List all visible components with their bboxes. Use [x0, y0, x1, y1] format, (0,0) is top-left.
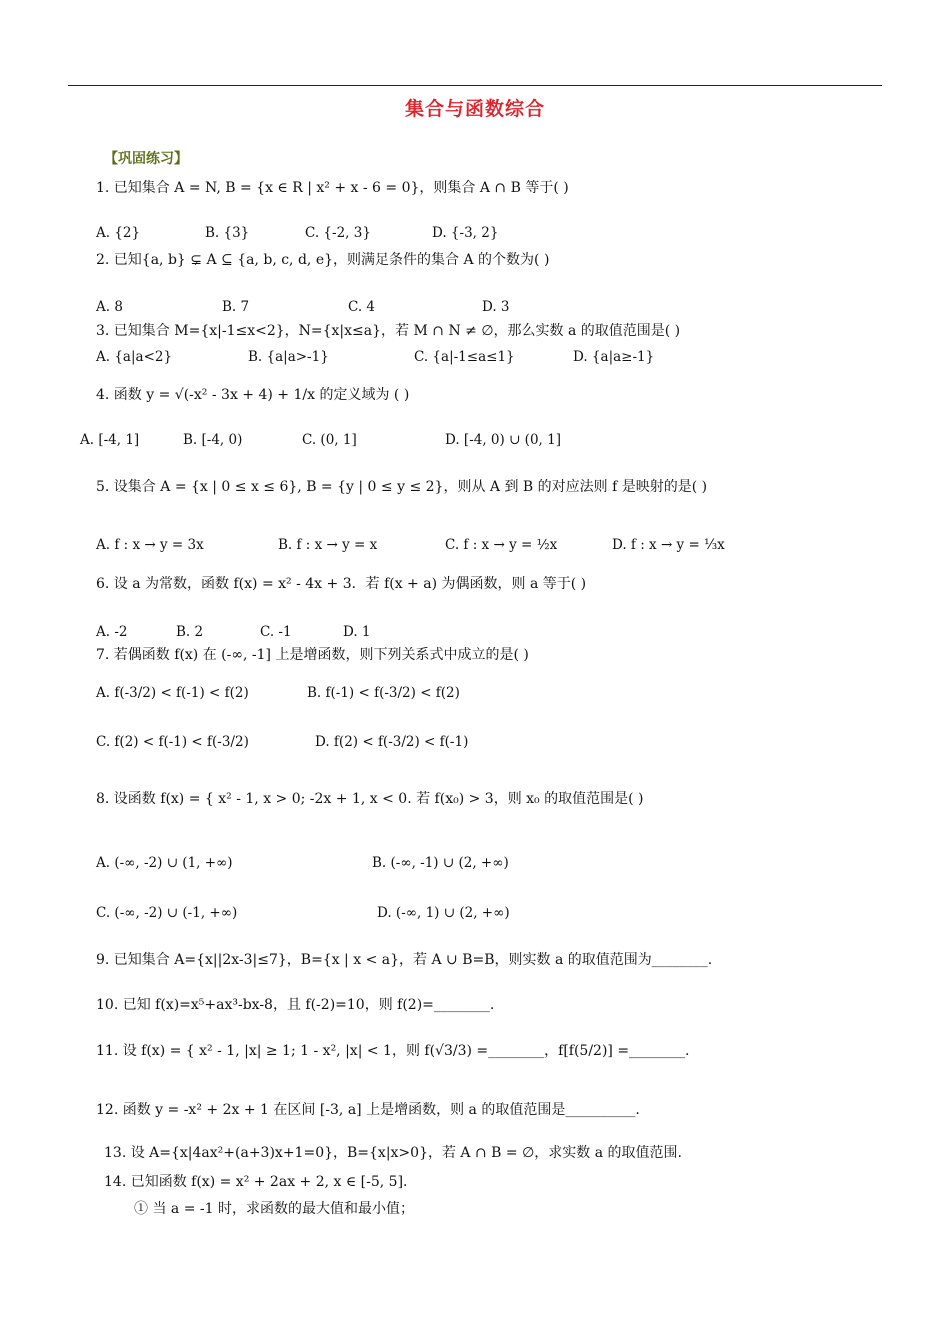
question-13: 13. 设 A={x|4ax²+(a+3)x+1=0}，B={x|x>0}，若 A ∩ B = ∅，求实数 a 的取值范围.: [104, 1145, 682, 1161]
q2-option-c: C. 4: [348, 299, 376, 315]
question-1: 1. 已知集合 A = N, B = {x ∈ R | x² + x - 6 = 0}，则集合 A ∩ B 等于( ): [96, 180, 569, 196]
q5-option-a: A. f : x → y = 3x: [96, 537, 204, 553]
question-6: 6. 设 a 为常数，函数 f(x) = x² - 4x + 3．若 f(x + a) 为偶函数，则 a 等于( ): [96, 576, 587, 592]
q3-option-b: B. {a|a>-1}: [248, 349, 329, 365]
page-title: 集合与函数综合: [404, 98, 545, 120]
header-rule: [68, 85, 882, 86]
q8-option-b: B. (-∞, -1) ∪ (2, +∞): [372, 855, 509, 871]
q2-option-d: D. 3: [482, 299, 510, 315]
question-10: 10. 已知 f(x)=x⁵+ax³-bx-8，且 f(-2)=10，则 f(2)=________.: [96, 997, 495, 1013]
q1-option-b: B. {3}: [205, 225, 250, 241]
q4-option-d: D. [-4, 0) ∪ (0, 1]: [445, 432, 561, 448]
question-9: 9. 已知集合 A={x||2x-3|≤7}，B={x | x < a}，若 A ∪ B=B，则实数 a 的取值范围为________.: [96, 952, 713, 968]
q7-option-d: D. f(2) < f(-3/2) < f(-1): [315, 734, 469, 750]
q7-option-c: C. f(2) < f(-1) < f(-3/2): [96, 734, 249, 750]
question-12: 12. 函数 y = -x² + 2x + 1 在区间 [-3, a] 上是增函数，则 a 的取值范围是__________.: [96, 1102, 640, 1118]
q8-option-a: A. (-∞, -2) ∪ (1, +∞): [96, 855, 233, 871]
question-14-part-1: ① 当 a = -1 时，求函数的最大值和最小值；: [134, 1201, 414, 1217]
question-4: 4. 函数 y = √(-x² - 3x + 4) + 1/x 的定义域为 ( ): [96, 387, 410, 403]
q1-option-a: A. {2}: [96, 225, 141, 241]
q6-option-b: B. 2: [176, 624, 204, 640]
q4-option-b: B. [-4, 0): [183, 432, 243, 448]
q4-option-a: A. [-4, 1]: [80, 432, 140, 448]
question-11: 11. 设 f(x) = { x² - 1, |x| ≥ 1; 1 - x², |x| < 1，则 f(√3/3) =________，f[f(5/2)] =________.: [96, 1043, 690, 1059]
q3-option-c: C. {a|-1≤a≤1}: [414, 349, 515, 365]
q6-option-a: A. -2: [96, 624, 128, 640]
q5-option-b: B. f : x → y = x: [278, 537, 378, 553]
q4-option-c: C. (0, 1]: [302, 432, 357, 448]
q1-option-d: D. {-3, 2}: [432, 225, 499, 241]
question-8: 8. 设函数 f(x) = { x² - 1, x > 0; -2x + 1, x < 0. 若 f(x₀) > 3，则 x₀ 的取值范围是( ): [96, 791, 644, 807]
q6-option-c: C. -1: [260, 624, 292, 640]
q2-option-a: A. 8: [96, 299, 123, 315]
question-14: 14. 已知函数 f(x) = x² + 2ax + 2, x ∈ [-5, 5].: [104, 1174, 408, 1190]
q8-option-c: C. (-∞, -2) ∪ (-1, +∞): [96, 905, 238, 921]
question-5: 5. 设集合 A = {x | 0 ≤ x ≤ 6}, B = {y | 0 ≤ y ≤ 2}，则从 A 到 B 的对应法则 f 是映射的是( ): [96, 479, 708, 495]
q1-option-c: C. {-2, 3}: [305, 225, 371, 241]
question-7: 7. 若偶函数 f(x) 在 (-∞, -1] 上是增函数，则下列关系式中成立的是( ): [96, 647, 529, 663]
q5-option-c: C. f : x → y = ½x: [445, 537, 558, 553]
q3-option-a: A. {a|a<2}: [96, 349, 173, 365]
q7-option-a: A. f(-3/2) < f(-1) < f(2): [96, 685, 249, 701]
q6-option-d: D. 1: [343, 624, 371, 640]
question-3: 3. 已知集合 M={x|-1≤x<2}，N={x|x≤a}，若 M ∩ N ≠ ∅，那么实数 a 的取值范围是( ): [96, 323, 681, 339]
q2-option-b: B. 7: [222, 299, 250, 315]
q3-option-d: D. {a|a≥-1}: [573, 349, 655, 365]
q7-option-b: B. f(-1) < f(-3/2) < f(2): [307, 685, 460, 701]
q8-option-d: D. (-∞, 1) ∪ (2, +∞): [377, 905, 510, 921]
section-heading: 【巩固练习】: [104, 151, 188, 167]
q5-option-d: D. f : x → y = ⅓x: [612, 537, 725, 553]
question-2: 2. 已知{a, b} ⊊ A ⊆ {a, b, c, d, e}，则满足条件的集合 A 的个数为( ): [96, 252, 550, 268]
